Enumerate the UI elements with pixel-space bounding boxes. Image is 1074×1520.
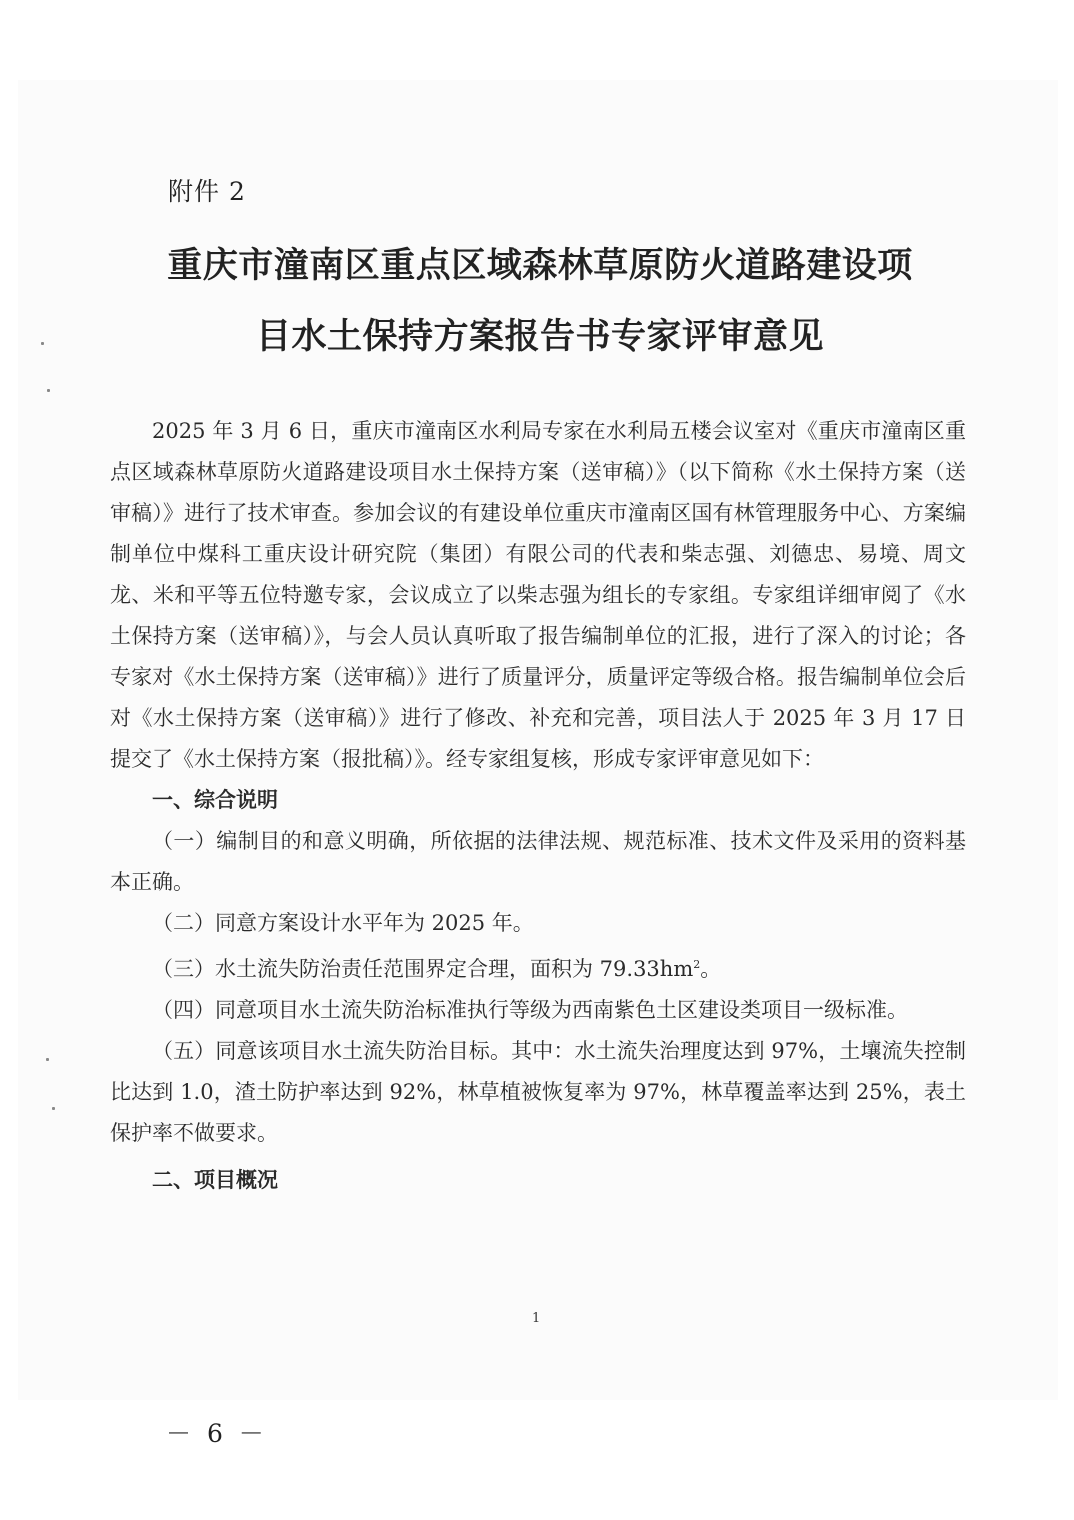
section-heading-overview: 一、综合说明 (152, 788, 278, 812)
intro-paragraph: 2025 年 3 月 6 日，重庆市潼南区水利局专家在水利局五楼会议室对《重庆市潼南区重点区域森林草原防火道路建设项目水土保持方案（送审稿）》（以下简称《水土保持方案（送审稿）》进行了技术审查。参加会议的有建设单位重庆市潼南区国有林管理服务中心、方案编制单位中煤科工重庆设计研究院（集团）有限公司的代表和柴志强、刘德忠、易境、周文龙、米和平等五位特邀专家，会议成立了以柴志强为组长的专家组。专家组详细审阅了《水土保持方案（送审稿）》，与会人员认真听取了报告编制单位的汇报，进行了深入的讨论；各专家对《水土保持方案（送审稿）》进行了质量评分，质量评定等级合格。报告编制单位会后对《水土保持方案（送审稿）》进行了修改、补充和完善，项目法人于 2025 年 3 月 17 日提交了《水土保持方案（报批稿）》。经专家组复核，形成专家评审意见如下： (110, 419, 966, 771)
item-paragraph-2: （二）同意方案设计水平年为 2025 年。 (152, 911, 534, 935)
outer-page-number: － 6 － (166, 1419, 268, 1448)
inner-page-number: 1 (532, 1311, 541, 1326)
item-3-end: 。 (700, 957, 722, 981)
item-paragraph-3 (110, 944, 966, 990)
document-title-line-2: 目水土保持方案报告书专家评审意见 (255, 317, 824, 357)
item-3-text: （三）水土流失防治责任范围界定合理，面积为 79.33hm (152, 957, 694, 981)
document-body (110, 411, 966, 1201)
scan-speck (41, 342, 44, 345)
document-title-line-1: 重庆市潼南区重点区域森林草原防火道路建设项 (167, 246, 913, 286)
item-paragraph-5: （五）同意该项目水土流失防治目标。其中：水土流失治理度达到 97%，土壤流失控制比达到 1.0，渣土防护率达到 92%，林草植被恢复率为 97%，林草覆盖率达到 25%，表土保护率不做要求。 (110, 1039, 966, 1145)
scan-speck (52, 1107, 55, 1110)
area-unit-superscript: 2 (693, 958, 701, 971)
scan-speck (46, 1058, 49, 1061)
attachment-label: 附件 2 (168, 177, 246, 206)
item-paragraph-1: （一）编制目的和意义明确，所依据的法律法规、规范标准、技术文件及采用的资料基本正确。 (110, 829, 966, 894)
scan-speck (47, 389, 50, 392)
item-paragraph-4: （四）同意项目水土流失防治标准执行等级为西南紫色土区建设类项目一级标准。 (152, 998, 908, 1022)
section-heading-project: 二、项目概况 (152, 1168, 278, 1192)
